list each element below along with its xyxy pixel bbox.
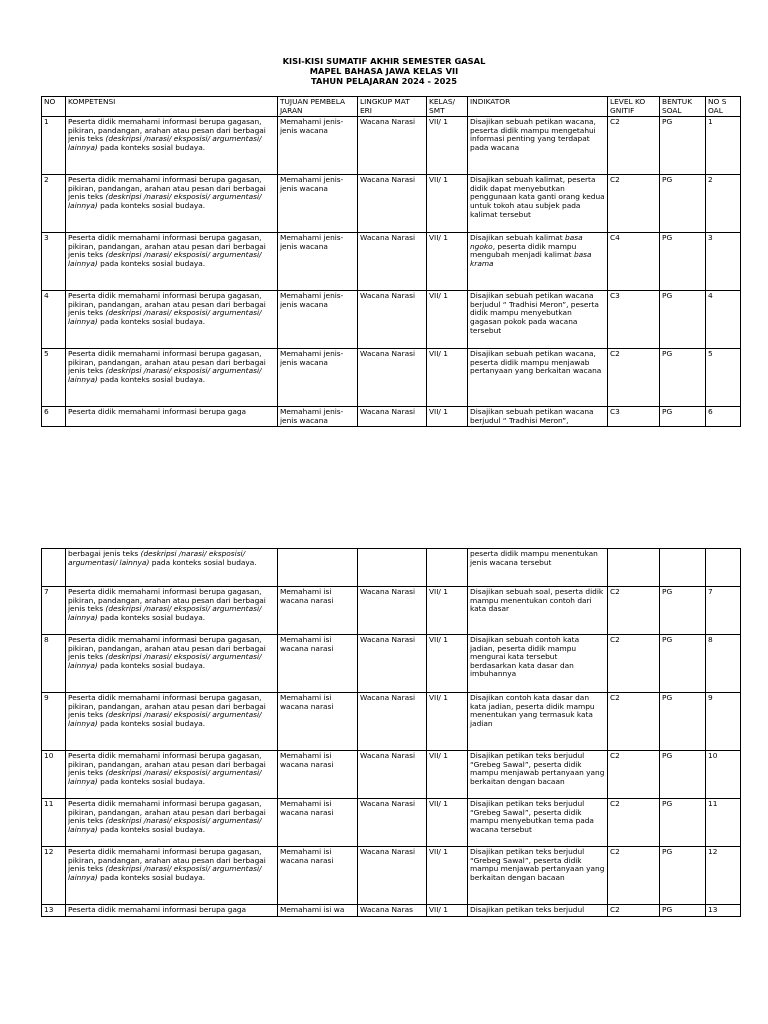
kompetensi-text: pada konteks sosial budaya.: [97, 374, 206, 384]
bentuk-cell: PG: [660, 233, 706, 291]
level-cell: C2: [608, 587, 660, 635]
kompetensi-text-italic: (deskripsi /narasi/ eksposisi/ argumentasi/ lainnya): [68, 192, 262, 210]
kompetensi-text: pada konteks sosial budaya.: [97, 776, 206, 786]
header-kompetensi: KOMPETENSI: [66, 97, 278, 117]
bentuk-cell: PG: [660, 407, 706, 427]
table-row: [42, 175, 741, 233]
tujuan-cell: Memahami isi wacana narasi: [278, 693, 358, 751]
bentuk-cell: PG: [660, 587, 706, 635]
table-row: [42, 799, 741, 847]
kompetensi-cell: [66, 905, 278, 917]
kompetensi-text-italic: (deskripsi /narasi/ eksposisi/ argumentasi/ lainnya): [68, 864, 262, 882]
tujuan-cell: Memahami isi wacana narasi: [278, 635, 358, 693]
row-number: 13: [42, 905, 66, 917]
lingkup-cell: Wacana Narasi: [358, 751, 427, 799]
row-number: 9: [42, 693, 66, 751]
row-number: 5: [42, 349, 66, 407]
header-tujuan: TUJUAN PEMBELA JARAN: [278, 97, 358, 117]
bentuk-cell: PG: [660, 799, 706, 847]
kompetensi-cell: [66, 635, 278, 693]
tujuan-cell: Memahami isi wacana narasi: [278, 751, 358, 799]
nosoal-cell: 5: [706, 349, 741, 407]
table-row-continuation: [42, 549, 741, 587]
kompetensi-cell: [66, 751, 278, 799]
row-number: 8: [42, 635, 66, 693]
kompetensi-text: pada konteks sosial budaya.: [97, 142, 206, 152]
kelas-cell: VII/ 1: [427, 117, 468, 175]
kelas-cell: VII/ 1: [427, 635, 468, 693]
level-cell: C2: [608, 349, 660, 407]
header-kelas: KELAS/ SMT: [427, 97, 468, 117]
kompetensi-text: pada konteks sosial budaya.: [97, 612, 206, 622]
nosoal-cell: 11: [706, 799, 741, 847]
table-row: [42, 117, 741, 175]
tujuan-cell: Memahami isi wa: [278, 905, 358, 917]
lingkup-cell: Wacana Narasi: [358, 233, 427, 291]
kompetensi-cell: [66, 175, 278, 233]
table-row: [42, 693, 741, 751]
indikator-cell: Disajikan sebuah petikan wacana berjudul “ Tradhisi Meron”, peserta didik mampu menyebutkan gagasan pokok pada wacana tersebut: [468, 291, 608, 349]
tujuan-cell: Memahami jenis-jenis wacana: [278, 175, 358, 233]
table-row: [42, 233, 741, 291]
kompetensi-text: Peserta didik memahami informasi berupa gagasan, pikiran, pandangan, arahan atau pesan dari berbagai jenis teks: [68, 635, 266, 662]
row-number: 7: [42, 587, 66, 635]
row-number: 10: [42, 751, 66, 799]
indikator-cell: Disajikan petikan teks berjudul “Grebeg Sawal”, peserta didik mampu menjawab pertanyaan yang berkaitan dengan bacaan: [468, 751, 608, 799]
kompetensi-text: pada konteks sosial budaya.: [97, 316, 206, 326]
kompetensi-text-italic: (deskripsi /narasi/ eksposisi/ argumentasi/ lainnya): [68, 652, 262, 670]
kompetensi-text-italic: (deskripsi /narasi/ eksposisi/ argumentasi/ lainnya): [68, 816, 262, 834]
table-row: [42, 905, 741, 917]
bentuk-cell: PG: [660, 175, 706, 233]
level-cell: C2: [608, 799, 660, 847]
kompetensi-text-italic: (deskripsi /narasi/ eksposisi/ argumentasi/ lainnya): [68, 710, 262, 728]
lingkup-cell: Wacana Narasi: [358, 635, 427, 693]
table-row: [42, 349, 741, 407]
kompetensi-text: pada konteks sosial budaya.: [97, 718, 206, 728]
tujuan-cell: Memahami jenis-jenis wacana: [278, 407, 358, 427]
kompetensi-text: Peserta didik memahami informasi berupa gagasan, pikiran, pandangan, arahan atau pesan dari berbagai jenis teks: [68, 693, 266, 720]
nosoal-cell: 1: [706, 117, 741, 175]
tujuan-cell: Memahami jenis-jenis wacana: [278, 233, 358, 291]
row-number: 1: [42, 117, 66, 175]
lingkup-cell: Wacana Narasi: [358, 693, 427, 751]
kompetensi-cell: [66, 291, 278, 349]
kompetensi-text-italic: (deskripsi /narasi/ eksposisi/ argumentasi/ lainnya): [68, 366, 262, 384]
table-row: [42, 635, 741, 693]
kompetensi-cell: [66, 117, 278, 175]
row-number: 11: [42, 799, 66, 847]
kelas-cell: VII/ 1: [427, 799, 468, 847]
kompetensi-text-italic: (deskripsi /narasi/ eksposisi/ argumentasi/ lainnya): [68, 134, 262, 152]
indikator-cell: Disajikan contoh kata dasar dan kata jadian, peserta didik mampu menentukan yang termasuk kata jadian: [468, 693, 608, 751]
nosoal-cell: 10: [706, 751, 741, 799]
tujuan-cell: Memahami jenis-jenis wacana: [278, 117, 358, 175]
table-header-row: [42, 97, 741, 117]
nosoal-cell: 3: [706, 233, 741, 291]
level-cell: C3: [608, 291, 660, 349]
bentuk-cell: PG: [660, 635, 706, 693]
kompetensi-cell: [66, 847, 278, 905]
kompetensi-cell: [66, 233, 278, 291]
table-row: [42, 587, 741, 635]
lingkup-cell: Wacana Narasi: [358, 799, 427, 847]
nosoal-cell: 9: [706, 693, 741, 751]
indikator-cell: Disajikan sebuah contoh kata jadian, peserta didik mampu mengurai kata tersebut berdasarkan kata dasar dan imbuhannya: [468, 635, 608, 693]
kompetensi-text: Peserta didik memahami informasi berupa gagasan, pikiran, pandangan, arahan atau pesan dari berbagai jenis teks: [68, 751, 266, 778]
nosoal-cell: 7: [706, 587, 741, 635]
kompetensi-text: Peserta didik memahami informasi berupa gagasan, pikiran, pandangan, arahan atau pesan dari berbagai jenis teks: [68, 291, 266, 318]
indikator-cell: Disajikan petikan teks berjudul “Grebeg Sawal”, peserta didik mampu menyebutkan tema pada wacana tersebut: [468, 799, 608, 847]
tujuan-cell: Memahami jenis-jenis wacana: [278, 291, 358, 349]
kompetensi-text: pada konteks sosial budaya.: [97, 258, 206, 268]
document-subject: MAPEL BAHASA JAWA KELAS VII: [309, 66, 459, 76]
level-cell: C2: [608, 635, 660, 693]
kelas-cell: VII/ 1: [427, 233, 468, 291]
tujuan-cell: Memahami isi wacana narasi: [278, 587, 358, 635]
header-lingkup: LINGKUP MAT ERI: [358, 97, 427, 117]
kelas-cell: VII/ 1: [427, 407, 468, 427]
bentuk-cell: PG: [660, 905, 706, 917]
kompetensi-cell: berbagai jenis teks (deskripsi /narasi/ eksposisi/ argumentasi/ lainnya) pada konteks sosial budaya.: [66, 549, 278, 587]
bentuk-cell: PG: [660, 751, 706, 799]
nosoal-cell: 8: [706, 635, 741, 693]
kompetensi-text-italic: (deskripsi /narasi/ eksposisi/ argumentasi/ lainnya): [68, 604, 262, 622]
kelas-cell: VII/ 1: [427, 693, 468, 751]
kompetensi-cell: [66, 587, 278, 635]
kompetensi-text: Peserta didik memahami informasi berupa gagasan, pikiran, pandangan, arahan atau pesan dari berbagai jenis teks: [68, 587, 266, 614]
kisi-kisi-table-page-1: [41, 96, 741, 427]
lingkup-cell: Wacana Narasi: [358, 847, 427, 905]
tujuan-cell: Memahami isi wacana narasi: [278, 799, 358, 847]
nosoal-cell: 13: [706, 905, 741, 917]
bentuk-cell: PG: [660, 847, 706, 905]
level-cell: C3: [608, 407, 660, 427]
tujuan-cell: Memahami isi wacana narasi: [278, 847, 358, 905]
level-cell: C2: [608, 693, 660, 751]
header-bentuk: BENTUK SOAL: [660, 97, 706, 117]
kompetensi-cell: [66, 693, 278, 751]
indikator-cell: Disajikan sebuah petikan wacana, peserta didik mampu menjawab pertanyaan yang berkaitan wacana: [468, 349, 608, 407]
kompetensi-text: Peserta didik memahami informasi berupa gaga: [68, 905, 247, 914]
kompetensi-cell: [66, 407, 278, 427]
level-cell: C2: [608, 175, 660, 233]
document-title: KISI-KISI SUMATIF AKHIR SEMESTER GASAL: [282, 56, 486, 66]
header-nosoal: NO S OAL: [706, 97, 741, 117]
indikator-cell: Disajikan petikan teks berjudul: [468, 905, 608, 917]
bentuk-cell: PG: [660, 693, 706, 751]
lingkup-cell: Wacana Narasi: [358, 291, 427, 349]
indikator-cell: Disajikan sebuah kalimat basa ngoko, peserta didik mampu mengubah menjadi kalimat basa krama: [468, 233, 608, 291]
kompetensi-text: pada konteks sosial budaya.: [97, 824, 206, 834]
indikator-cell: Disajikan sebuah petikan wacana, peserta didik mampu mengetahui informasi penting yang terdapat pada wacana: [468, 117, 608, 175]
lingkup-cell: Wacana Narasi: [358, 407, 427, 427]
kompetensi-text: Peserta didik memahami informasi berupa gagasan, pikiran, pandangan, arahan atau pesan dari berbagai jenis teks: [68, 799, 266, 826]
bentuk-cell: PG: [660, 349, 706, 407]
kelas-cell: VII/ 1: [427, 751, 468, 799]
header-no: NO: [42, 97, 66, 117]
kompetensi-text: Peserta didik memahami informasi berupa gagasan, pikiran, pandangan, arahan atau pesan dari berbagai jenis teks: [68, 847, 266, 874]
nosoal-cell: 12: [706, 847, 741, 905]
indikator-cell: Disajikan sebuah soal, peserta didik mampu menentukan contoh dari kata dasar: [468, 587, 608, 635]
kompetensi-cell: [66, 799, 278, 847]
table-row: [42, 847, 741, 905]
kompetensi-text: Peserta didik memahami informasi berupa gagasan, pikiran, pandangan, arahan atau pesan dari berbagai jenis teks: [68, 117, 266, 144]
bentuk-cell: PG: [660, 117, 706, 175]
document-year: TAHUN PELAJARAN 2024 - 2025: [311, 76, 457, 86]
indikator-cell: Disajikan sebuah kalimat, peserta didik dapat menyebutkan penggunaan kata ganti orang kedua untuk tokoh atau subjek pada kalimat tersebut: [468, 175, 608, 233]
lingkup-cell: Wacana Naras: [358, 905, 427, 917]
kompetensi-text: pada konteks sosial budaya.: [97, 200, 206, 210]
row-number: 2: [42, 175, 66, 233]
header-indikator: INDIKATOR: [468, 97, 608, 117]
level-cell: C2: [608, 905, 660, 917]
kompetensi-text-italic: (deskripsi /narasi/ eksposisi/ argumentasi/ lainnya): [68, 250, 262, 268]
kelas-cell: VII/ 1: [427, 587, 468, 635]
kompetensi-text-italic: (deskripsi /narasi/ eksposisi/ argumentasi/ lainnya): [68, 768, 262, 786]
kompetensi-text: Peserta didik memahami informasi berupa gagasan, pikiran, pandangan, arahan atau pesan dari berbagai jenis teks: [68, 233, 266, 260]
kompetensi-text: pada konteks sosial budaya.: [97, 872, 206, 882]
row-number: 6: [42, 407, 66, 427]
lingkup-cell: Wacana Narasi: [358, 587, 427, 635]
kompetensi-text: Peserta didik memahami informasi berupa gagasan, pikiran, pandangan, arahan atau pesan dari berbagai jenis teks: [68, 349, 266, 376]
kelas-cell: VII/ 1: [427, 847, 468, 905]
kompetensi-text: Peserta didik memahami informasi berupa gagasan, pikiran, pandangan, arahan atau pesan dari berbagai jenis teks: [68, 175, 266, 202]
kelas-cell: VII/ 1: [427, 349, 468, 407]
level-cell: C2: [608, 117, 660, 175]
level-cell: C4: [608, 233, 660, 291]
nosoal-cell: 2: [706, 175, 741, 233]
kisi-kisi-table-page-2: [41, 548, 741, 917]
indikator-cell: Disajikan petikan teks berjudul “Grebeg Sawal”, peserta didik mampu menjawab pertanyaan yang berkaitan dengan bacaan: [468, 847, 608, 905]
kompetensi-text: Peserta didik memahami informasi berupa gaga: [68, 407, 247, 417]
row-number: 4: [42, 291, 66, 349]
document-title-block: [0, 56, 768, 86]
kompetensi-text-italic: (deskripsi /narasi/ eksposisi/ argumentasi/ lainnya): [68, 308, 262, 326]
lingkup-cell: Wacana Narasi: [358, 117, 427, 175]
lingkup-cell: Wacana Narasi: [358, 349, 427, 407]
kompetensi-text: pada konteks sosial budaya.: [97, 660, 206, 670]
indikator-cell: peserta didik mampu menentukan jenis wacana tersebut: [468, 549, 608, 587]
kelas-cell: VII/ 1: [427, 175, 468, 233]
nosoal-cell: 6: [706, 407, 741, 427]
header-level: LEVEL KO GNITIF: [608, 97, 660, 117]
kompetensi-cell: [66, 349, 278, 407]
table-row: [42, 751, 741, 799]
nosoal-cell: 4: [706, 291, 741, 349]
bentuk-cell: PG: [660, 291, 706, 349]
table-row: [42, 291, 741, 349]
row-number: 12: [42, 847, 66, 905]
kelas-cell: VII/ 1: [427, 291, 468, 349]
lingkup-cell: Wacana Narasi: [358, 175, 427, 233]
row-number: 3: [42, 233, 66, 291]
kelas-cell: VII/ 1: [427, 905, 468, 917]
indikator-cell: Disajikan sebuah petikan wacana berjudul “ Tradhisi Meron”,: [468, 407, 608, 427]
level-cell: C2: [608, 847, 660, 905]
tujuan-cell: Memahami jenis-jenis wacana: [278, 349, 358, 407]
level-cell: C2: [608, 751, 660, 799]
table-row: [42, 407, 741, 427]
